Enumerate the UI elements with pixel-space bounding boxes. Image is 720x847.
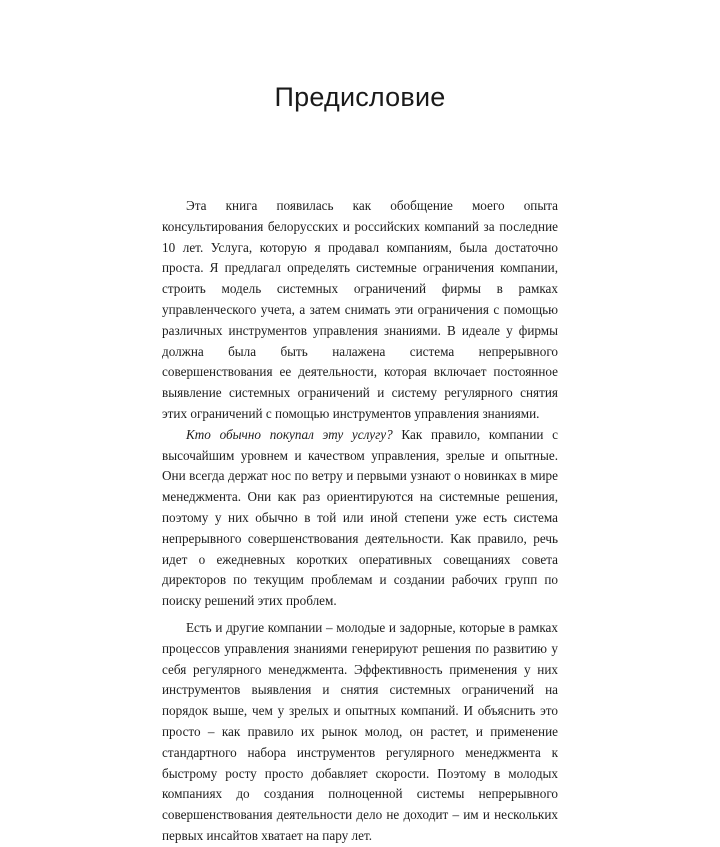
paragraph-1 — [162, 196, 558, 425]
page-title: Предисловие — [274, 82, 446, 112]
paragraph-3 — [162, 618, 558, 847]
paragraph-1-text: Эта книга появилась как обобщение моего опыта консультирования белорусских и российских компаний за последние 10 лет. Услуга, которую я продавал компаниям, была достаточно проста. Я предлагал определять системные ограничения компании, строить модель системных ограничений фирмы в рамках управленческого учета, а затем снимать эти ограничения с помощью различных инструментов управления знаниями. В идеале у фирмы должна была быть налажена система непрерывного совершенствования ее деятельности, которая включает постоянное выявление системных ограничений и систему регулярного снятия этих ограничений с помощью инструментов управления знаниями. — [162, 198, 558, 421]
paragraph-3-text: Есть и другие компании – молодые и задорные, которые в рамках процессов управления знаниями генерируют решения по развитию у себя регулярного менеджмента. Эффективность применения у них инструментов выявления и снятия системных ограничений на порядок выше, чем у зрелых и опытных компаний. И объяснить это просто – как правило их рынок молод, он растет, и применение стандартного набора инструментов регулярного менеджмента к быстрому росту просто добавляет скорости. Поэтому в молодых компаниях до создания полноценной системы непрерывного совершенствования деятельности дело не доходит – им и нескольких первых инсайтов хватает на пару лет. — [162, 619, 558, 843]
paragraph-2-text: Как правило, компании с высочайшим уровнем и качеством управления, зрелые и опытные. Они всегда держат нос по ветру и первыми узнают о новинках в мире менеджмента. Они как раз ориентируются на системные решения, поэтому у них обычно в той или иной степени уже есть система непрерывного совершенствования деятельности. Как правило, речь идет о ежедневных коротких оперативных совещаниях совета директоров по текущим проблемам и создании рабочих групп по поиску решений этих проблем. — [162, 426, 558, 609]
paragraph-2 — [162, 425, 558, 612]
paragraph-2-italic-question: Кто обычно покупал эту услугу? — [186, 426, 393, 442]
body-text — [162, 196, 558, 847]
